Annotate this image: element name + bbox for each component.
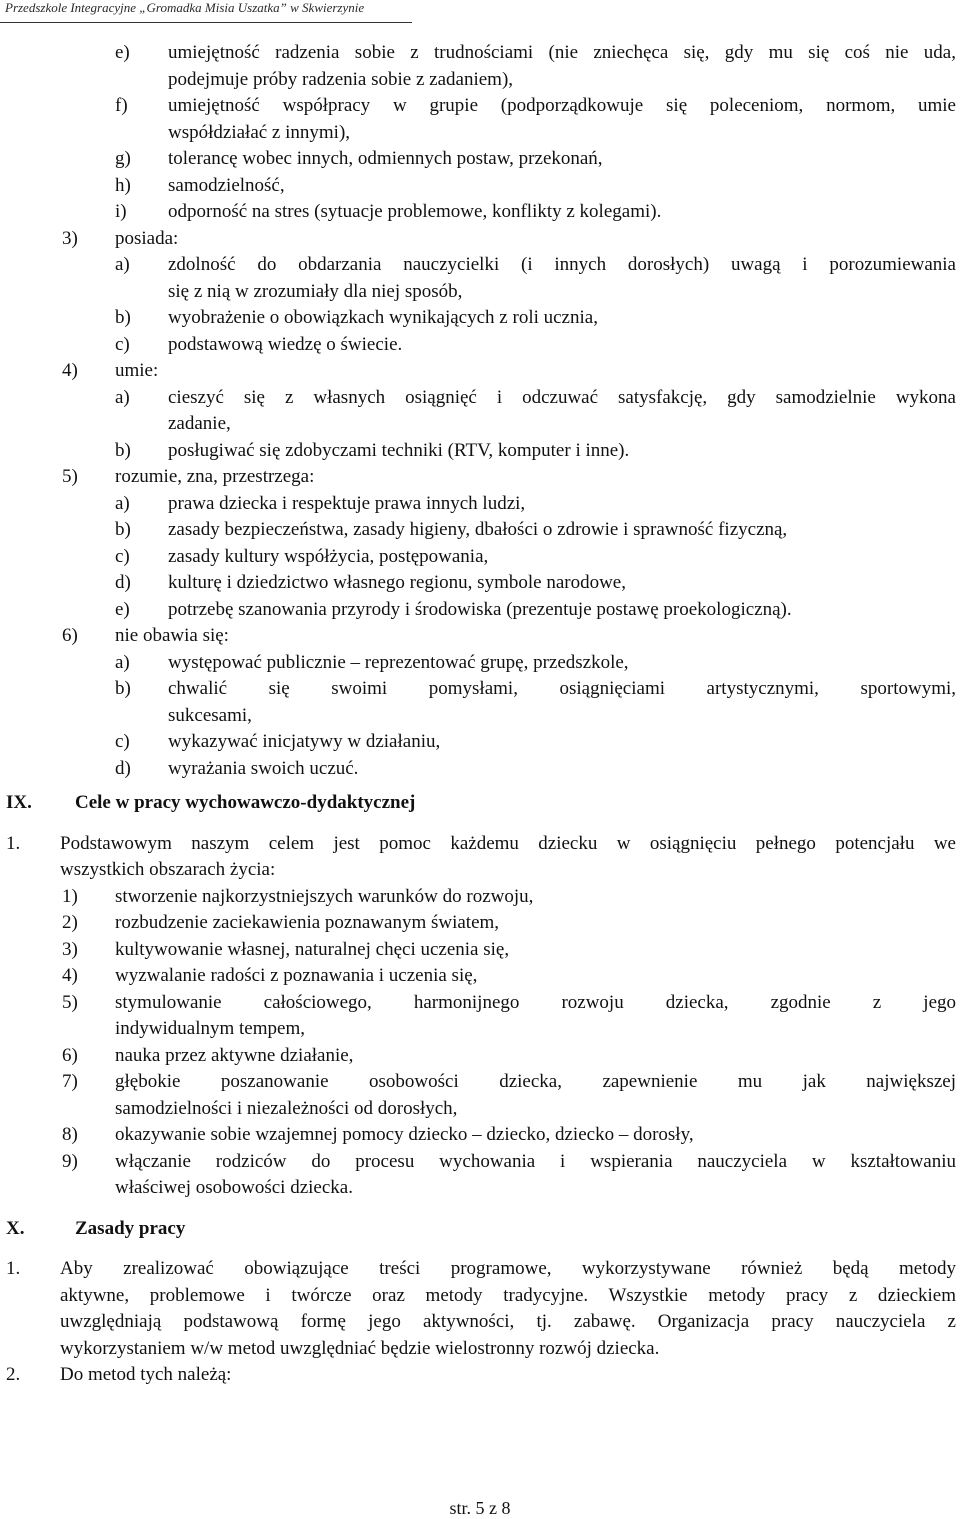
line-text: wykazywać inicjatywy w działaniu,	[168, 731, 441, 752]
page-header	[0, 0, 412, 23]
line-text: posiada:	[115, 227, 179, 249]
list-item-line	[0, 1175, 960, 1202]
line-text: się z nią w zrozumiały dla niej sposób,	[168, 280, 463, 302]
group-title	[0, 623, 960, 650]
list-marker: 1.	[6, 1258, 21, 1279]
section-heading	[0, 790, 960, 817]
line-text: umiejętność współpracy w grupie (podporządkowuje się poleceniom, normom, umie	[168, 95, 956, 116]
paragraph-line	[0, 1336, 960, 1363]
header-title: Przedszkole Integracyjne „Gromadka Misia Uszatka” w Skwierzynie	[5, 0, 365, 15]
line-text: samodzielność,	[168, 174, 285, 196]
line-text: aktywne, problemowe i twórcze oraz metody tradycyjne. Wszystkie metody pracy z dzieckiem	[60, 1284, 956, 1306]
list-marker: b)	[115, 307, 131, 328]
line-text: nie obawia się:	[115, 625, 229, 646]
line-text: Podstawowym naszym celem jest pomoc każdemu dziecku w osiągnięciu pełnego potencjału we	[60, 832, 956, 854]
line-text: rozbudzenie zaciekawienia poznawanym światem,	[115, 912, 500, 933]
line-text: nauka przez aktywne działanie,	[115, 1044, 354, 1066]
line-text: Zasady pracy	[75, 1217, 186, 1239]
line-text: cieszyć się z własnych osiągnięć i odczuwać satysfakcję, gdy samodzielnie wykona	[168, 386, 956, 408]
line-text: głębokie poszanowanie osobowości dziecka, zapewnienie mu jak największej	[115, 1071, 956, 1092]
line-text: podstawową wiedzę o świecie.	[168, 333, 403, 355]
list-item-line	[0, 173, 960, 200]
line-text: umiejętność radzenia sobie z trudnościami (nie zniechęca się, gdy mu się coś nie uda,	[168, 42, 956, 63]
list-marker: a)	[115, 651, 130, 673]
line-text: kultywowanie własnej, naturalnej chęci uczenia się,	[115, 938, 510, 960]
list-item-line	[0, 990, 960, 1017]
list-marker: 7)	[62, 1071, 78, 1092]
list-marker: b)	[115, 439, 131, 461]
list-marker: 3)	[62, 227, 78, 249]
paragraph-line	[0, 1256, 960, 1283]
list-marker: d)	[115, 572, 131, 593]
line-text: podejmuje próby radzenia sobie z zadaniem),	[168, 68, 514, 90]
line-text: kulturę i dziedzictwo własnego regionu, symbole narodowe,	[168, 572, 626, 593]
line-text: Do metod tych należą:	[60, 1364, 232, 1385]
list-marker: 2)	[62, 912, 78, 933]
list-marker: 6)	[62, 625, 78, 646]
line-text: włączanie rodziców do procesu wychowania i wspierania nauczyciela w kształtowaniu	[115, 1150, 956, 1172]
list-marker: a)	[115, 386, 130, 408]
section-heading	[0, 1216, 960, 1243]
line-text: umie:	[115, 360, 159, 381]
list-marker: 4)	[62, 965, 78, 986]
list-marker: 9)	[62, 1150, 78, 1172]
line-text: Aby zrealizować obowiązujące treści programowe, wykorzystywane również będą metody	[60, 1258, 956, 1279]
line-text: Cele w pracy wychowawczo-dydaktycznej	[75, 792, 416, 813]
line-text: zadanie,	[168, 413, 231, 434]
line-text: stymulowanie całościowego, harmonijnego rozwoju dziecka, zgodnie z jego	[115, 991, 956, 1013]
line-text: samodzielności i niezależności od dorosłych,	[115, 1097, 458, 1119]
line-text: stworzenie najkorzystniejszych warunków do rozwoju,	[115, 885, 534, 907]
list-marker: 5)	[62, 991, 78, 1013]
document-body	[0, 40, 960, 1389]
list-marker: c)	[115, 545, 130, 567]
line-text: wyrażania swoich uczuć.	[168, 757, 359, 779]
group-title	[0, 464, 960, 491]
line-text: zasady bezpieczeństwa, zasady higieny, dbałości o zdrowie i sprawność fizyczną,	[168, 519, 788, 540]
list-marker: a)	[115, 254, 130, 275]
line-text: występować publicznie – reprezentować grupę, przedszkole,	[168, 651, 629, 673]
list-marker: e)	[115, 42, 130, 63]
line-text: właściwej osobowości dziecka.	[115, 1177, 353, 1198]
list-marker: X.	[6, 1217, 25, 1239]
list-item-line	[0, 729, 960, 756]
line-text: potrzebę szanowania przyrody i środowiska (prezentuje postawę proekologiczną).	[168, 598, 792, 620]
list-item-line	[0, 1122, 960, 1149]
list-marker: IX.	[6, 792, 32, 813]
line-text: rozumie, zna, przestrzega:	[115, 466, 315, 487]
list-marker: h)	[115, 174, 131, 196]
line-text: wyzwalanie radości z poznawania i uczenia się,	[115, 965, 478, 986]
list-item-line	[0, 1069, 960, 1096]
list-item-line	[0, 146, 960, 173]
line-text: chwalić się swoimi pomysłami, osiągnięciami artystycznymi, sportowymi,	[168, 678, 956, 699]
paragraph-line	[0, 1283, 960, 1310]
list-item-line	[0, 279, 960, 306]
list-item-line	[0, 756, 960, 783]
list-item-line	[0, 199, 960, 226]
list-item-line	[0, 67, 960, 94]
paragraph-line	[0, 1362, 960, 1389]
list-item-line	[0, 703, 960, 730]
line-text: tolerancę wobec innych, odmiennych postaw, przekonań,	[168, 148, 603, 169]
list-item-line	[0, 252, 960, 279]
list-item-line	[0, 676, 960, 703]
list-item-line	[0, 120, 960, 147]
list-item-line	[0, 93, 960, 120]
list-marker: c)	[115, 333, 130, 355]
group-title	[0, 226, 960, 253]
list-marker: f)	[115, 95, 128, 116]
list-item-line	[0, 1096, 960, 1123]
list-marker: d)	[115, 757, 131, 779]
list-item-line	[0, 937, 960, 964]
line-text: współdziałać z innymi),	[168, 121, 351, 143]
list-item-line	[0, 1149, 960, 1176]
line-text: okazywanie sobie wzajemnej pomocy dziecko – dziecko, dziecko – dorosły,	[115, 1124, 694, 1145]
list-marker: e)	[115, 598, 130, 620]
line-text: uwzględniają podstawową formę jego aktywności, tj. zabawę. Organizacja pracy nauczyciela z	[60, 1311, 956, 1332]
paragraph-line	[0, 831, 960, 858]
list-marker: g)	[115, 148, 131, 169]
list-item-line	[0, 570, 960, 597]
list-item-line	[0, 411, 960, 438]
line-text: odporność na stres (sytuacje problemowe, konflikty z kolegami).	[168, 201, 662, 222]
list-marker: 8)	[62, 1124, 78, 1145]
list-item-line	[0, 491, 960, 518]
paragraph-line	[0, 857, 960, 884]
list-item-line	[0, 40, 960, 67]
list-marker: 6)	[62, 1044, 78, 1066]
list-marker: 4)	[62, 360, 78, 381]
line-text: indywidualnym tempem,	[115, 1018, 305, 1039]
line-text: sukcesami,	[168, 704, 252, 726]
list-item-line	[0, 517, 960, 544]
list-marker: 1.	[6, 832, 21, 854]
list-item-line	[0, 650, 960, 677]
list-marker: 3)	[62, 938, 78, 960]
paragraph-line	[0, 1309, 960, 1336]
page-number: str. 5 z 8	[449, 1498, 511, 1518]
list-item-line	[0, 1016, 960, 1043]
list-item-line	[0, 963, 960, 990]
group-title	[0, 358, 960, 385]
list-marker: 1)	[62, 885, 78, 907]
list-item-line	[0, 438, 960, 465]
list-marker: i)	[115, 201, 127, 222]
line-text: wszystkich obszarach życia:	[60, 859, 276, 880]
list-marker: c)	[115, 731, 130, 752]
list-marker: a)	[115, 492, 130, 514]
list-item-line	[0, 305, 960, 332]
list-item-line	[0, 910, 960, 937]
list-marker: b)	[115, 519, 131, 540]
list-item-line	[0, 597, 960, 624]
line-text: wykorzystaniem w/w metod uwzględniać będzie wielostronny rozwój dziecka.	[60, 1337, 660, 1359]
list-marker: b)	[115, 678, 131, 699]
list-marker: 2.	[6, 1364, 21, 1385]
list-marker: 5)	[62, 466, 78, 487]
line-text: zdolność do obdarzania nauczycielki (i innych dorosłych) uwagą i porozumiewania	[168, 254, 956, 275]
line-text: wyobrażenie o obowiązkach wynikających z roli ucznia,	[168, 307, 598, 328]
list-item-line	[0, 1043, 960, 1070]
line-text: zasady kultury współżycia, postępowania,	[168, 545, 489, 567]
line-text: posługiwać się zdobyczami techniki (RTV, komputer i inne).	[168, 439, 630, 461]
list-item-line	[0, 332, 960, 359]
list-item-line	[0, 544, 960, 571]
list-item-line	[0, 884, 960, 911]
list-item-line	[0, 385, 960, 412]
line-text: prawa dziecka i respektuje prawa innych ludzi,	[168, 492, 526, 514]
